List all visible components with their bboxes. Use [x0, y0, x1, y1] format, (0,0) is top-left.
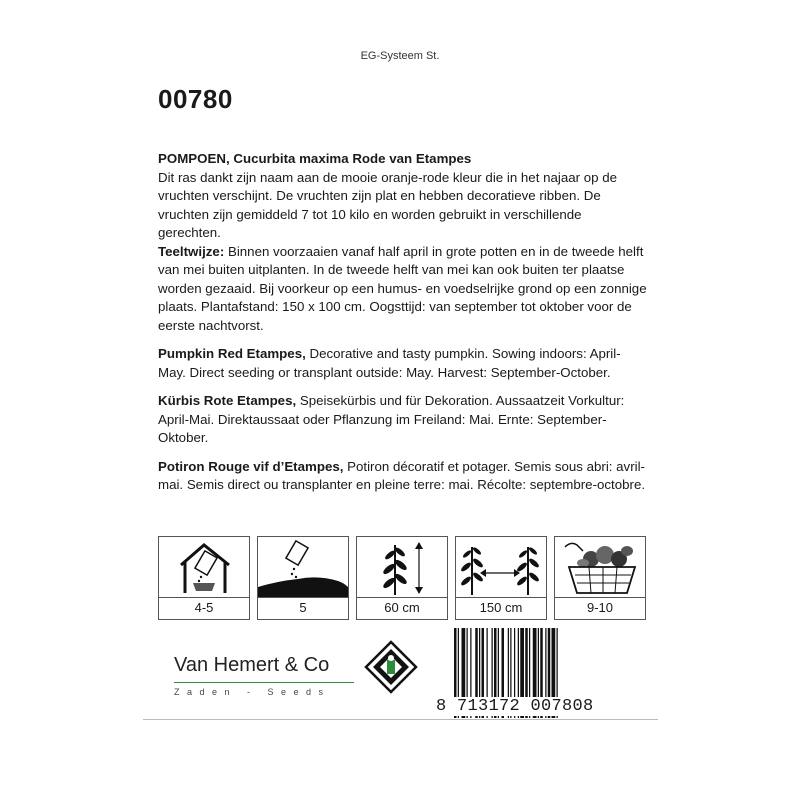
french-body: Potiron décoratif et potager. Semis sous abri: avril-mai. Semis direct ou transplanter en pleine terre: mai. Récolte: septembre-octobre.	[158, 458, 646, 492]
plant-spacing-icon	[456, 537, 546, 598]
cultivation-label: Teeltwijze:	[158, 243, 225, 259]
plant-height-icon	[357, 537, 447, 598]
german-body: Speisekürbis und für Dekoration. Aussaatzeit Vorkultur: April-Mai. Direktaussaat oder Pflanzung im Freiland: Mai. Ernte: September-Oktober.	[158, 393, 625, 445]
bottom-divider	[143, 719, 658, 720]
harvest-box	[554, 536, 646, 620]
barcode-number: 8 713172 007808	[436, 697, 636, 716]
german-title: Kürbis Rote Etampes,	[158, 393, 297, 408]
harvest-basket-icon	[555, 537, 645, 598]
description	[158, 150, 648, 505]
plant-spacing-box	[455, 536, 547, 620]
article-number: 00780	[158, 84, 233, 114]
french-title: Potiron Rouge vif d’Etampes,	[158, 458, 344, 474]
harvest-months: 9-10	[586, 600, 614, 615]
outdoor-sowing-icon	[258, 537, 348, 598]
outdoor-sowing-box	[257, 536, 349, 620]
brand-emblem-icon	[364, 640, 418, 694]
outdoor-sowing-months: 5	[299, 600, 307, 615]
german-section	[158, 392, 648, 448]
brand-tagline: Zaden - Seeds	[174, 687, 331, 697]
english-section	[158, 345, 648, 382]
sowing-info-icons	[158, 536, 648, 620]
brand-logo	[162, 640, 422, 700]
english-body: Decorative and tasty pumpkin. Sowing indoors: April-May. Direct seeding or transplant outside: May. Harvest: September-October.	[158, 346, 621, 380]
plant-spacing-value: 150 cm	[479, 600, 523, 615]
dutch-title: POMPOEN, Cucurbita maxima Rode van Etampes	[158, 151, 472, 166]
english-title: Pumpkin Red Etampes,	[158, 346, 306, 361]
plant-height-value: 60 cm	[384, 600, 420, 615]
cultivation-body: Binnen voorzaaien vanaf half april in grote potten en in de tweede helft van mei buiten uitplanten. In de tweede helft van mei kan ook buiten ter plaatse worden gezaaid. Bij voorkeur op een humus- en voedselrijke grond op een zonnige plaats. Plantafstand: 150 x 100 cm. Oogsttijd: van september tot oktober voor de eerste nachtvorst.	[158, 243, 647, 333]
certification-label: EG-Systeem St.	[360, 50, 440, 62]
indoor-sowing-box	[158, 536, 250, 620]
plant-height-box	[356, 536, 448, 620]
indoor-sowing-months: 4-5	[194, 600, 214, 615]
brand-name: Van Hemert & Co	[174, 654, 330, 676]
french-section	[158, 458, 648, 495]
dutch-section	[158, 150, 648, 335]
indoor-sowing-icon	[159, 537, 249, 598]
brand-divider	[174, 682, 354, 683]
dutch-body: Dit ras dankt zijn naam aan de mooie oranje-rode kleur die in het najaar op de vruchten verschijnt. De vruchten zijn plat en hebben decoratieve ribben. De vruchten zijn gemiddeld 7 tot 10 kilo en worden gebruikt in verschillende gerechten.	[158, 169, 618, 240]
